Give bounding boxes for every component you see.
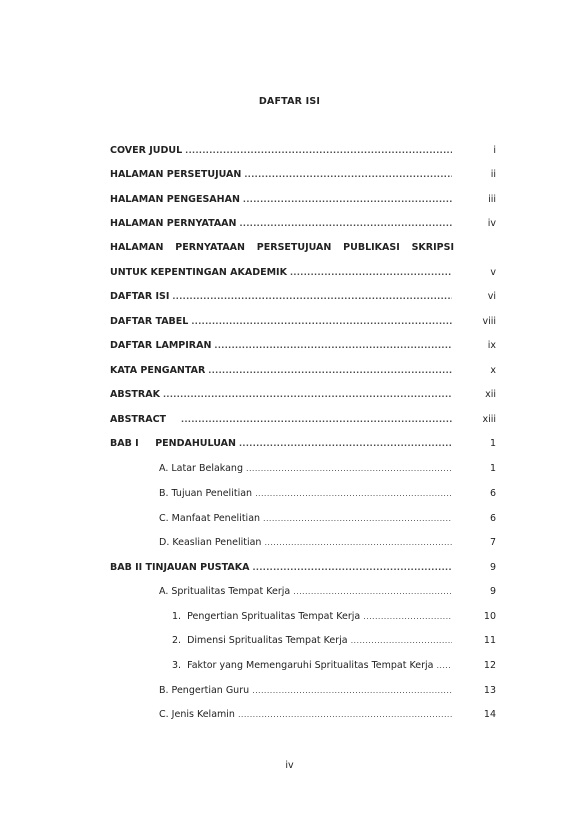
toc-entry [172,659,454,673]
leader-dots [191,315,452,329]
leader-dots [252,561,452,575]
toc-page-number: ix [487,340,496,351]
toc-word: PERSETUJUAN [256,242,332,253]
toc-entry [110,315,454,329]
toc-entry [110,561,454,575]
leader-dots [243,193,452,207]
toc-page-number: 6 [489,513,496,524]
toc-entry [110,193,454,207]
leader-dots [264,536,452,550]
toc-word: PERNYATAAN [175,242,245,253]
leader-dots [436,659,452,673]
toc-entry [159,512,454,526]
toc-page-number: 1 [489,463,496,474]
toc-page-number: iv [487,218,496,229]
toc-page-number: xii [485,389,496,400]
toc-label: HALAMAN PERNYATAAN [110,218,237,229]
toc-entry [159,536,454,550]
leader-dots [239,217,452,231]
toc-entry [110,144,454,158]
toc-page-number: 14 [483,709,496,720]
toc-entry [110,339,454,353]
toc-label: HALAMAN PERSETUJUAN [110,169,242,180]
leader-dots [181,413,452,427]
toc-label: ABSTRACT [110,414,167,425]
leader-dots [163,388,452,402]
toc-label: ABSTRAK [110,389,160,400]
toc-page-number: 9 [489,586,496,597]
toc-entry [159,585,454,599]
toc-label: DAFTAR TABEL [110,316,189,327]
toc-entry [110,290,454,304]
leader-dots [363,610,452,624]
toc-label: C. Manfaat Penelitian [159,513,261,524]
leader-dots [252,684,452,698]
toc-page-number: 7 [489,537,496,548]
toc-page-number: x [490,365,496,376]
leader-dots [214,339,452,353]
leader-dots [185,144,452,158]
toc-page-number: ii [490,169,496,180]
footer-page-number: iv [285,760,294,771]
toc-label: DAFTAR ISI [110,291,170,302]
leader-dots [239,437,452,451]
toc-entry [110,437,454,451]
toc-page-number: i [493,145,496,156]
leader-dots [263,512,452,526]
toc-label: 3. Faktor yang Memengaruhi Spritualitas Tempat Kerja [172,660,434,671]
toc-page-number: vi [487,291,496,302]
leader-dots [244,168,452,182]
leader-dots [290,266,452,280]
toc-page-number: v [490,267,496,278]
leader-dots [172,290,452,304]
toc-word: PUBLIKASI [343,242,400,253]
toc-label: BAB I PENDAHULUAN [110,438,236,449]
leader-dots [238,708,452,722]
toc-label: HALAMAN PENGESAHAN [110,194,240,205]
toc-page-number: iii [488,194,496,205]
toc-page-number: 13 [483,685,496,696]
toc-entry [110,168,454,182]
toc-label: BAB II TINJAUAN PUSTAKA [110,562,250,573]
toc-label: COVER JUDUL [110,145,183,156]
leader-dots [246,462,452,476]
toc-page-number: 9 [489,562,496,573]
toc-page-number: 10 [483,611,496,622]
toc-entry [110,413,454,427]
toc-entry [110,364,454,378]
toc-page-number: viii [482,316,496,327]
toc-page-number: xiii [482,414,496,425]
toc-label: KATA PENGANTAR [110,365,206,376]
toc-page-number: 12 [483,660,496,671]
toc-label: 1. Pengertian Spritualitas Tempat Kerja [172,611,361,622]
toc-page-number: 11 [483,635,496,646]
page-title: DAFTAR ISI [258,96,321,107]
leader-dots [293,585,452,599]
leader-dots [351,634,452,648]
toc-entry [159,684,454,698]
leader-dots [255,487,452,501]
toc-entry-heading-line [110,241,454,255]
toc-page-number: 6 [489,488,496,499]
toc-word: SKRIPSI [411,242,454,253]
toc-label: 2. Dimensi Spritualitas Tempat Kerja [172,635,348,646]
toc-entry [159,487,454,501]
toc-label: B. Tujuan Penelitian [159,488,253,499]
toc-entry [110,388,454,402]
toc-label: D. Keaslian Penelitian [159,537,262,548]
toc-label: C. Jenis Kelamin [159,709,235,720]
toc-entry [110,266,454,280]
leader-dots [208,364,452,378]
toc-label: A. Latar Belakang [159,463,243,474]
toc-entry [159,462,454,476]
toc-page-number: 1 [489,438,496,449]
toc-word: HALAMAN [110,242,164,253]
toc-label: A. Spritualitas Tempat Kerja [159,586,291,597]
toc-entry [159,708,454,722]
toc-label: DAFTAR LAMPIRAN [110,340,212,351]
toc-label: UNTUK KEPENTINGAN AKADEMIK [110,267,287,278]
toc-entry [172,634,454,648]
toc-label: B. Pengertian Guru [159,685,250,696]
toc-entry [172,610,454,624]
toc-entry [110,217,454,231]
